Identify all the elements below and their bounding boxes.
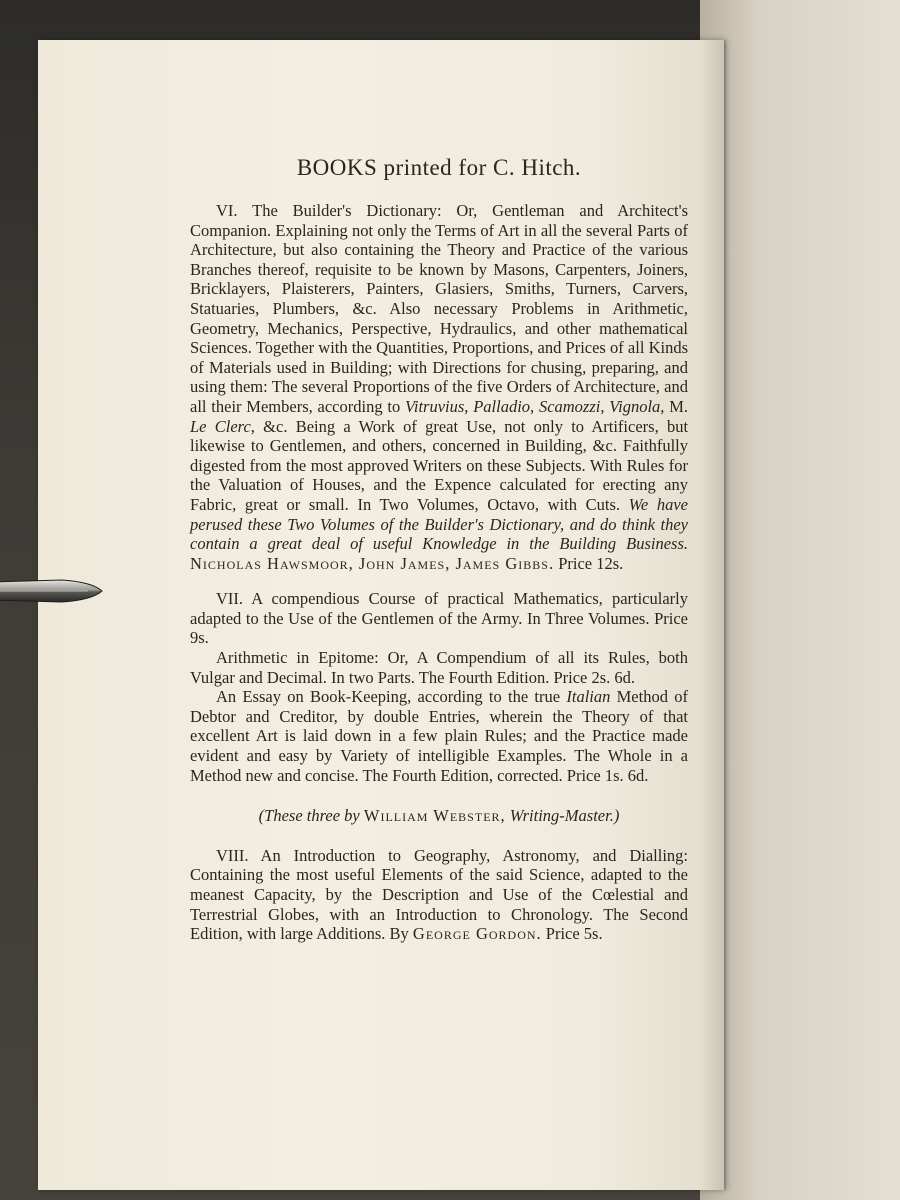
entry-vi-m: M.: [669, 396, 689, 416]
entry-viii: [190, 846, 688, 944]
entry-essay-text: An Essay on Book-Keeping, according to the true: [216, 687, 561, 707]
entry-vi-text-cont: &c. Being a Work of great Use, not only to Artificers, but likewise to Gentlemen, and others, concerned in Building, &c. Faithfully digested from the most approved Writers on these Subjects. With Rules for the Valuation of Houses, and the Expence calculated for erecting any Fabric, great or small. In Two Volumes, Octavo, with Cuts.: [190, 416, 689, 514]
credit-role: Writing-Master.): [509, 805, 620, 825]
entry-vi-price: Price 12s.: [558, 553, 624, 573]
entry-viii-text: VIII. An Introduction to Geography, Astronomy, and Dialling: Containing the most useful Elements of the said Science, adapted to the meanest Capacity, by the Description and Use of the Cœlestial and Terrestrial Globes, with an Introduction to Chronology. The Second Edition, with large Additions. By: [190, 845, 688, 944]
entry-vii-text: VII. A compendious Course of practical Mathematics, particularly adapted to the Use of the Gentlemen of the Army. In Three Volumes. Price 9s.: [190, 589, 688, 648]
entry-vii: [190, 589, 688, 648]
entry-arithmetic-text: Arithmetic in Epitome: Or, A Compendium of all its Rules, both Vulgar and Decimal. In two Parts. The Fourth Edition. Price 2s. 6d.: [190, 648, 688, 687]
book-page: [38, 40, 724, 1190]
entry-arithmetic: [190, 648, 688, 687]
entry-vi-text: VI. The Builder's Dictionary: Or, Gentleman and Architect's Companion. Explaining not only the Terms of Art in all the several Parts of Architecture, but also containing the Theory and Practice of the various Branches thereof, requisite to be known by Masons, Carpenters, Joiners, Bricklayers, Plaisterers, Painters, Glasiers, Smiths, Turners, Carvers, Statuaries, Plumbers, &c. Also necessary Problems in Arithmetic, Geometry, Mechanics, Perspective, Hydraulics, and other mathematical Sciences. Together with the Quantities, Proportions, and Prices of all Kinds of Materials used in Building; with Directions for chusing, preparing, and using them: The several Proportions of the five Orders of Architecture, and all their Members, according to: [190, 201, 688, 416]
entry-credit: [190, 806, 688, 826]
entry-vi-le-clerc: Le Clerc,: [190, 416, 255, 436]
entry-viii-author: George Gordon.: [412, 924, 542, 944]
entry-essay-italian: Italian: [566, 687, 611, 707]
page-edge-shadow: [700, 40, 726, 1190]
entry-viii-price: Price 5s.: [545, 924, 603, 944]
credit-lead: (These three by: [258, 805, 360, 825]
entry-vi-signers: Nicholas Hawsmoor, John James, James Gibbs.: [190, 553, 555, 573]
header-printer: printed for C. Hitch.: [383, 155, 582, 180]
facing-page: [700, 0, 900, 1200]
entry-vi: [190, 201, 688, 573]
credit-name: William Webster,: [363, 805, 506, 825]
entry-vi-authors: Vitruvius, Palladio, Scamozzi, Vignola,: [405, 396, 665, 416]
page-header: [190, 155, 688, 181]
page-text-block: [190, 155, 688, 944]
entry-vi-endorsement: We have perused these Two Volumes of the Builder's Dictionary, and do think they contain a great deal of useful Knowledge in the Building Business.: [190, 494, 689, 554]
header-books-word: BOOKS: [296, 155, 378, 180]
page-holder-icon: [0, 574, 104, 608]
entry-essay-text-cont: Method of Debtor and Creditor, by double Entries, wherein the Theory of that excellent Art is laid down in a few plain Rules; and the Practice made evident and easy by Variety of intelligible Examples. The Whole in a Method new and concise. The Fourth Edition, corrected. Price 1s. 6d.: [190, 687, 688, 785]
entry-essay: [190, 687, 688, 785]
